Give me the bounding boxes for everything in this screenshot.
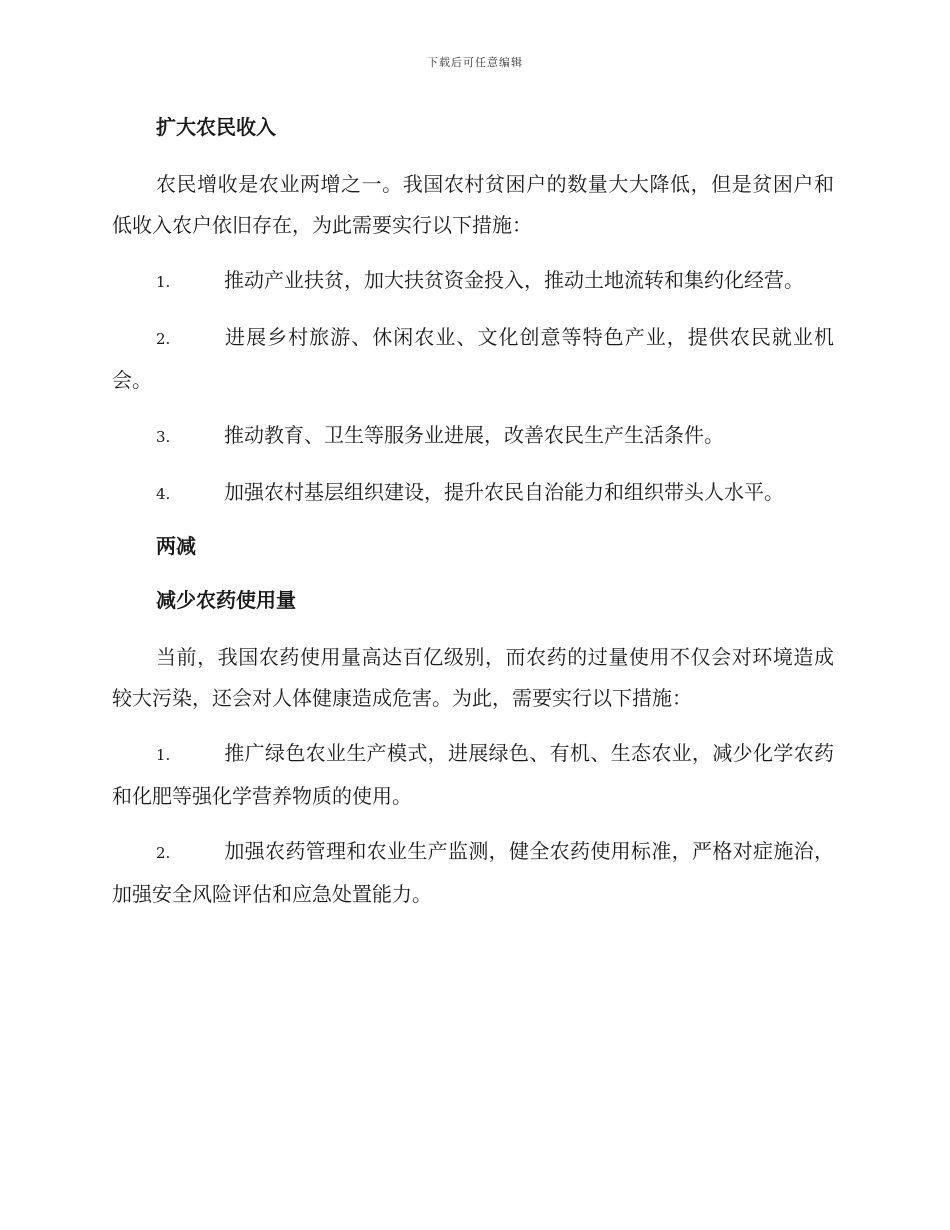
- list-item: [112, 472, 834, 515]
- list-item: [112, 733, 834, 817]
- list-item-number: 1.: [156, 746, 171, 764]
- list-item: [112, 831, 834, 915]
- section-heading-two-reductions: 两减: [156, 534, 196, 558]
- list-item-text: 进展乡村旅游、休闲农业、文化创意等特色产业，提供农民就业机会。: [112, 325, 834, 392]
- paragraph-pesticide-intro: 当前，我国农药使用量高达百亿级别，而农药的过量使用不仅会对环境造成较大污染，还会对人体健康造成危害。为此，需要实行以下措施：: [112, 645, 834, 710]
- section-heading-increase-income: 扩大农民收入: [156, 115, 276, 139]
- list-item: [112, 415, 834, 458]
- list-item-text: 推动产业扶贫，加大扶贫资金投入，推动土地流转和集约化经营。: [224, 268, 804, 292]
- list-item-number: 3.: [156, 428, 171, 446]
- list-item-number: 2.: [156, 330, 171, 348]
- list-item-text: 加强农村基层组织建设，提升农民自治能力和组织带头人水平。: [224, 480, 784, 504]
- list-item-text: 加强农药管理和农业生产监测，健全农药使用标准，严格对症施治，加强安全风险评估和应急处置能力。: [112, 839, 834, 906]
- page-header: 下载后可任意编辑: [427, 56, 523, 69]
- list-item-text: 推动教育、卫生等服务业进展，改善农民生产生活条件。: [224, 423, 724, 447]
- list-item: [112, 260, 834, 303]
- list-item: [112, 317, 834, 401]
- list-item-text: 推广绿色农业生产模式，进展绿色、有机、生态农业，减少化学农药和化肥等强化学营养物质的使用。: [112, 741, 834, 808]
- paragraph-income-intro: 农民增收是农业两增之一。我国农村贫困户的数量大大降低，但是贫困户和低收入农户依旧存在，为此需要实行以下措施：: [112, 172, 834, 237]
- section-heading-reduce-pesticide: 减少农药使用量: [156, 588, 296, 612]
- document-body: [112, 110, 834, 929]
- list-item-number: 2.: [156, 844, 171, 862]
- list-item-number: 4.: [156, 485, 171, 503]
- list-item-number: 1.: [156, 273, 171, 291]
